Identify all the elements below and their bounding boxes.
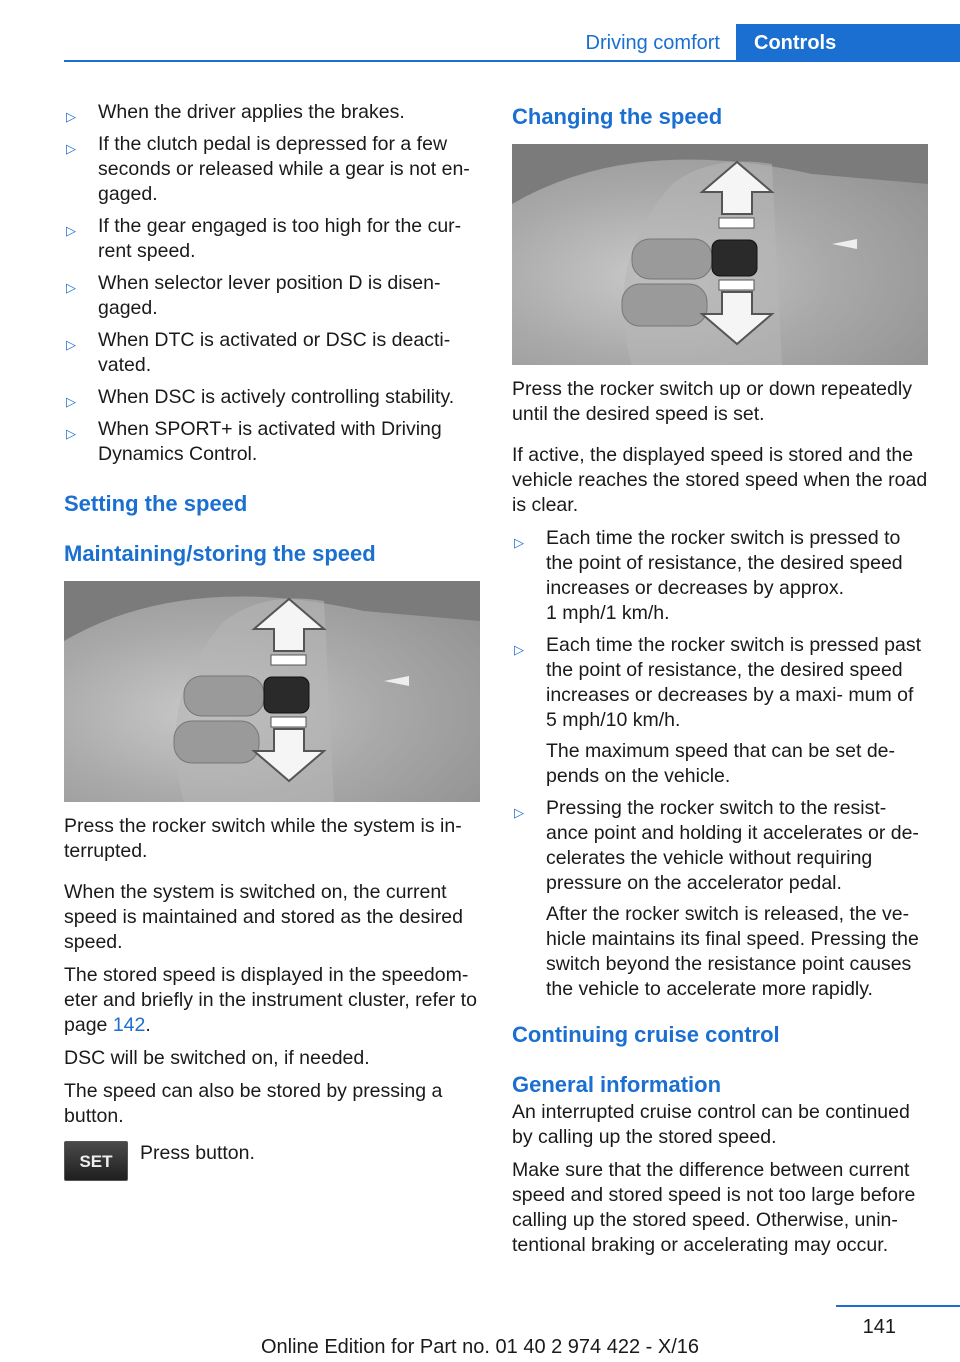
paragraph: Make sure that the difference between current speed and stored speed is not too large before calling up the stored speed. Otherwise, unin‐ tentional braking or accelerating may occur.: [512, 1159, 916, 1256]
list-item: ▷ When selector lever position D is disen‐ gaged.: [66, 272, 441, 319]
heading-continuing-cruise: Continuing cruise control: [512, 1022, 780, 1047]
paragraph: When the system is switched on, the current speed is maintained and stored as the desired speed.: [64, 881, 463, 953]
list-item: ▷ If the gear engaged is too high for the cur‐ rent speed.: [66, 215, 462, 262]
header-chapter-tab: Controls: [736, 24, 960, 62]
paragraph: Press the rocker switch while the system is in‐ terrupted.: [64, 815, 462, 862]
heading-changing-speed: Changing the speed: [512, 104, 723, 129]
footer-rule: [836, 1305, 960, 1307]
set-button-icon: SET: [64, 1141, 128, 1181]
triangle-bullet-icon: ▷: [66, 337, 76, 352]
triangle-bullet-icon: ▷: [66, 394, 76, 409]
heading-general-information: General information: [512, 1072, 722, 1097]
paragraph: The speed can also be stored by pressing a button.: [64, 1080, 443, 1127]
page-number: 141: [862, 1316, 896, 1338]
set-button-row: [64, 1141, 480, 1181]
press-button-text: Press button.: [140, 1142, 255, 1164]
steering-wheel-illustration: [64, 581, 480, 802]
steering-wheel-illustration: [512, 144, 928, 365]
list-item: ▷ When the driver applies the brakes.: [64, 100, 480, 125]
paragraph: DSC will be switched on, if needed.: [64, 1047, 370, 1069]
list-item: ▷ Pressing the rocker switch to the resist‐ ance point and holding it accelerates or de‐ celerates the vehicle without requiring pressure on the accelerator pedal. After the rocker switch is released, the ve‐ hicle maintains its final speed. Pressing the switch beyond the resistance point causes the vehicle to accelerate more rapidly.: [514, 797, 919, 1000]
triangle-bullet-icon: ▷: [66, 141, 76, 156]
page-reference-link[interactable]: 142: [112, 1014, 146, 1036]
paragraph: The stored speed is displayed in the speedom‐ eter and briefly in the instrument cluster, refer to page 142.: [64, 964, 477, 1036]
triangle-bullet-icon: ▷: [514, 642, 524, 657]
conditions-list: [64, 100, 480, 467]
list-item: ▷ Each time the rocker switch is pressed to the point of resistance, the desired speed increases or decreases by approx. 1 mph/1 km/h.: [514, 527, 903, 624]
header-section-title: Driving comfort: [585, 32, 720, 54]
list-item: ▷ When DSC is actively controlling stability.: [64, 385, 480, 410]
triangle-bullet-icon: ▷: [514, 535, 524, 550]
footer-edition: Online Edition for Part no. 01 40 2 974 422 - X/16: [260, 1336, 700, 1358]
list-item: ▷ When DTC is activated or DSC is deacti‐ vated.: [66, 329, 451, 376]
list-item: ▷ If the clutch pedal is depressed for a few seconds or released while a gear is not en‐ gaged.: [66, 133, 470, 205]
list-item: ▷ Each time the rocker switch is pressed past the point of resistance, the desired speed increases or decreases by a maxi‐ mum of 5 mph/10 km/h. The maximum speed that can be set de‐ pends on the vehicle.: [514, 634, 921, 787]
header-rule: [64, 60, 960, 62]
right-column: [512, 100, 928, 1258]
heading-maintaining-speed: Maintaining/storing the speed: [64, 541, 376, 566]
triangle-bullet-icon: ▷: [66, 223, 76, 238]
triangle-bullet-icon: ▷: [66, 109, 76, 124]
triangle-bullet-icon: ▷: [66, 426, 76, 441]
list-item: ▷ When SPORT+ is activated with Driving Dynamics Control.: [66, 418, 442, 465]
paragraph: Press the rocker switch up or down repeatedly until the desired speed is set.: [512, 378, 912, 425]
paragraph: An interrupted cruise control can be continued by calling up the stored speed.: [512, 1101, 910, 1148]
rocker-switch-photo: [512, 144, 928, 365]
left-column: [64, 100, 480, 1181]
rocker-switch-photo: [64, 581, 480, 802]
heading-setting-speed: Setting the speed: [64, 491, 248, 516]
triangle-bullet-icon: ▷: [514, 805, 524, 820]
rocker-switch-list: [512, 526, 928, 1002]
triangle-bullet-icon: ▷: [66, 280, 76, 295]
paragraph: If active, the displayed speed is stored and the vehicle reaches the stored speed when the road is clear.: [512, 444, 928, 516]
